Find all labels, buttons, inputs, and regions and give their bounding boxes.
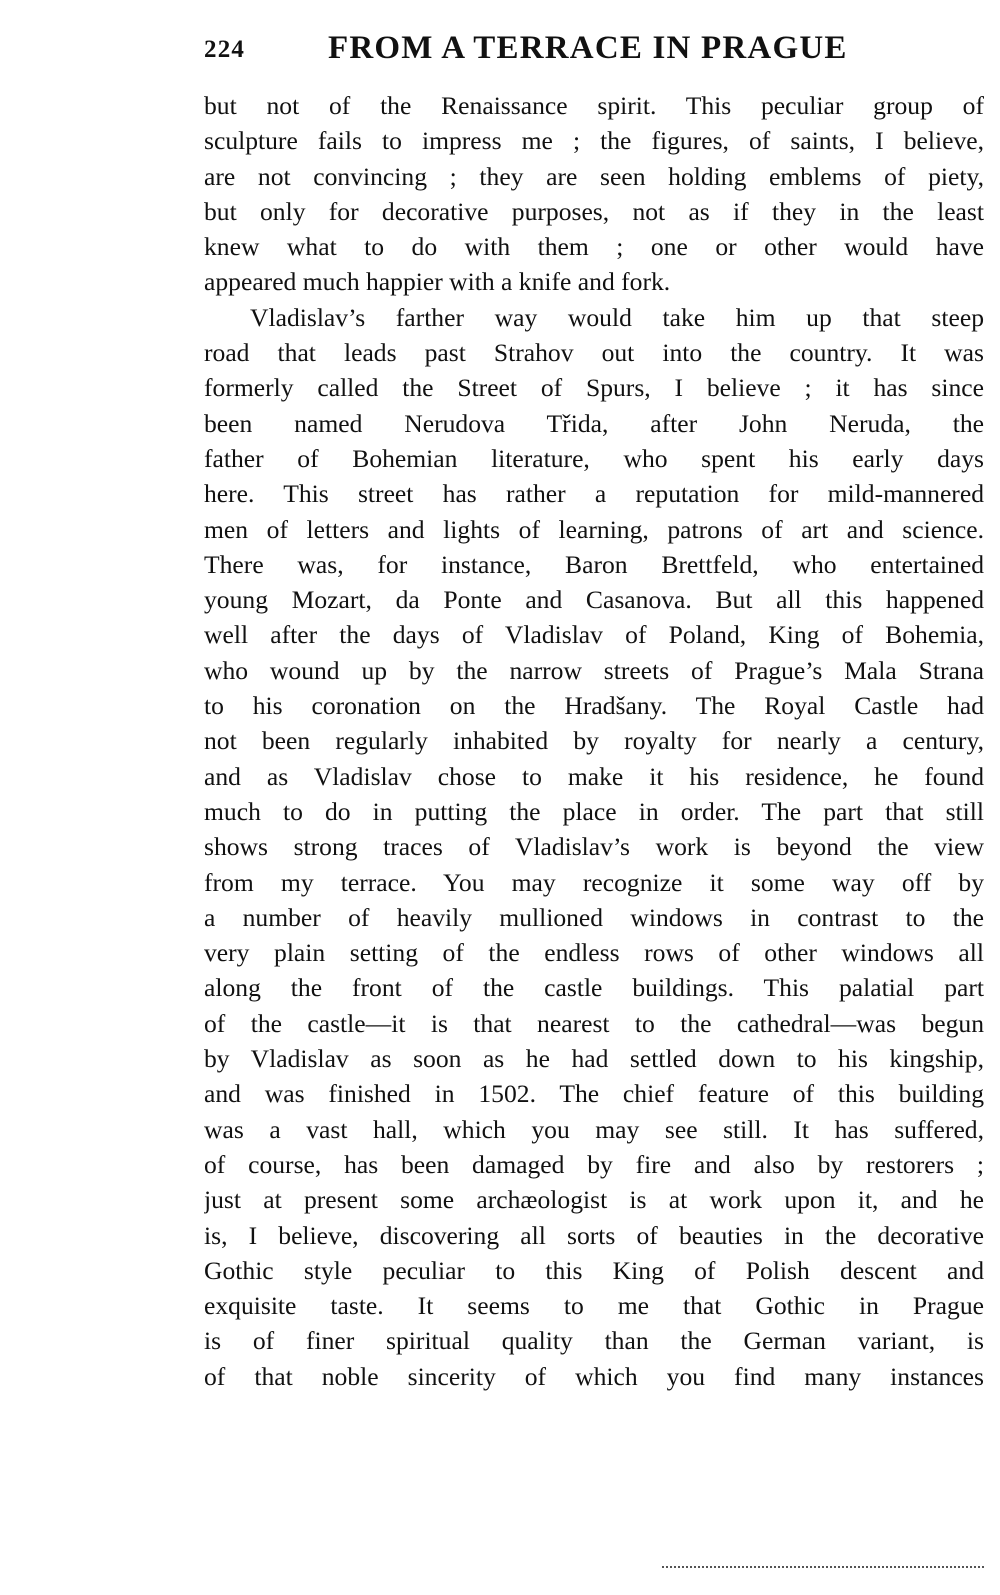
text-line: are not convincing ; they are seen holding emblems of piety, [204, 161, 984, 191]
text-line: road that leads past Strahov out into the country. It was [204, 338, 984, 368]
paragraph-first-line: Vladislav’s farther way would take him up that steep [250, 302, 984, 332]
running-title: FROM A TERRACE IN PRAGUE [328, 30, 848, 66]
text-line: exquisite taste. It seems to me that Gothic in Prague [204, 1291, 984, 1321]
text-line: Gothic style peculiar to this King of Polish descent and [204, 1255, 984, 1285]
text-line: here. This street has rather a reputation for mild-mannered [204, 479, 984, 509]
page-number: 224 [204, 36, 246, 63]
text-line: by Vladislav as soon as he had settled down to his kingship, [204, 1044, 984, 1074]
text-line: formerly called the Street of Spurs, I believe ; it has since [204, 373, 984, 403]
running-head [204, 30, 894, 76]
text-line: of the castle—it is that nearest to the cathedral—was begun [204, 1008, 984, 1038]
text-line: knew what to do with them ; one or other would have [204, 232, 984, 262]
text-line: and was finished in 1502. The chief feature of this building [204, 1079, 984, 1109]
text-line: just at present some archæologist is at work upon it, and he [204, 1185, 984, 1215]
text-line: who wound up by the narrow streets of Prague’s Mala Strana [204, 655, 984, 685]
text-line: and as Vladislav chose to make it his residence, he found [204, 761, 984, 791]
text-line: is of finer spiritual quality than the German variant, is [204, 1326, 984, 1356]
text-line: very plain setting of the endless rows of other windows all [204, 938, 984, 968]
text-line: but only for decorative purposes, not as if they in the least [204, 196, 984, 226]
text-line: There was, for instance, Baron Brettfeld, who entertained [204, 549, 984, 579]
text-line: been named Nerudova Třida, after John Neruda, the [204, 408, 984, 438]
text-line: to his coronation on the Hradšany. The Royal Castle had [204, 691, 984, 721]
text-line: of course, has been damaged by fire and also by restorers ; [204, 1149, 984, 1179]
text-line: father of Bohemian literature, who spent his early days [204, 443, 984, 473]
text-line: much to do in putting the place in order. The part that still [204, 796, 984, 826]
text-line: but not of the Renaissance spirit. This peculiar group of [204, 91, 984, 120]
text-line: along the front of the castle buildings. This palatial part [204, 973, 984, 1003]
text-line: sculpture fails to impress me ; the figures, of saints, I believe, [204, 126, 984, 156]
text-line: shows strong traces of Vladislav’s work is beyond the view [204, 832, 984, 862]
text-line: a number of heavily mullioned windows in contrast to the [204, 902, 984, 932]
body-text [204, 88, 984, 1394]
text-line: from my terrace. You may recognize it some way off by [204, 867, 984, 897]
bottom-rule [662, 1566, 984, 1568]
text-line: is, I believe, discovering all sorts of beauties in the decorative [204, 1220, 984, 1250]
text-line: men of letters and lights of learning, patrons of art and science. [204, 514, 984, 544]
text-line: well after the days of Vladislav of Poland, King of Bohemia, [204, 620, 984, 650]
text-line: appeared much happier with a knife and fork. [204, 267, 671, 297]
text-line: not been regularly inhabited by royalty for nearly a century, [204, 726, 984, 756]
text-line: was a vast hall, which you may see still. It has suffered, [204, 1114, 984, 1144]
text-line: young Mozart, da Ponte and Casanova. But all this happened [204, 585, 984, 615]
text-line: of that noble sincerity of which you find many instances [204, 1361, 984, 1391]
